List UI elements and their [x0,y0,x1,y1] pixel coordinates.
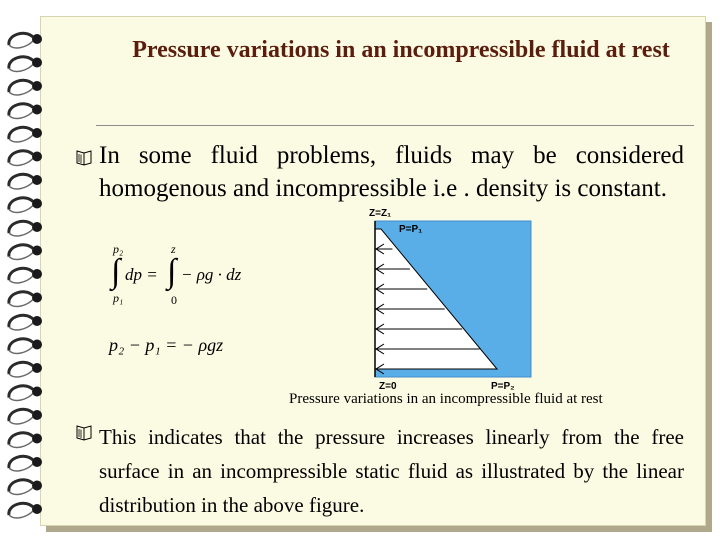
binding-ring [9,268,42,283]
result-equation: p₂ − p₁ = − ρgz [109,335,224,355]
eq1-upper-left: p₂ [113,242,124,256]
slide-page [40,16,706,526]
binding-ring [9,57,42,72]
title-divider [96,125,694,126]
binding-ring [9,409,42,424]
binding-ring [9,80,42,95]
slide-title: Pressure variations in an incompressible fluid at rest [132,37,670,63]
binding-ring [9,339,42,354]
binding-ring [9,127,42,142]
eq1-rhs: − ρg · dz [181,265,242,284]
bottom-pressure-label: P=P₂ [491,381,515,392]
binding-ring [9,362,42,377]
binding-ring [9,480,42,495]
top-elevation-label: Z=Z₁ [369,208,392,219]
bottom-elevation-label: Z=0 [379,381,397,392]
pressure-distribution-figure [367,205,537,403]
binding-ring [9,245,42,260]
eq1-integral-left: ∫ [111,253,121,290]
eq1-lhs: dp = [125,265,158,284]
figure-caption: Pressure variations in an incompressible fluid at rest [289,391,603,407]
binding-ring [9,433,42,448]
spiral-binding [3,17,73,525]
binding-ring [9,503,42,518]
eq1-lower-left: p₁ [113,291,124,305]
binding-ring [9,104,42,119]
binding-ring [9,292,42,307]
binding-ring [9,151,42,166]
binding-ring [9,456,42,471]
bullet-book-icon [75,423,93,441]
binding-ring [9,198,42,213]
binding-ring [9,386,42,401]
bullet-book-icon [75,148,93,166]
top-pressure-label: P=P₁ [399,224,423,235]
eq1-lower-right: 0 [171,293,177,307]
binding-ring [9,33,42,48]
eq1-upper-right: z [171,242,176,256]
bullet-text-2: This indicates that the pressure increases linearly from the free surface in an incompressible static fluid as illustrated by the linear distribution in the above figure. [99,425,684,517]
binding-ring [9,221,42,236]
binding-ring [9,315,42,330]
eq1-integral-right: ∫ [167,253,177,290]
bullet-text-1: In some fluid problems, fluids may be considered homogenous and incompressible i.e . density is constant. [99,142,684,202]
binding-ring [9,174,42,189]
